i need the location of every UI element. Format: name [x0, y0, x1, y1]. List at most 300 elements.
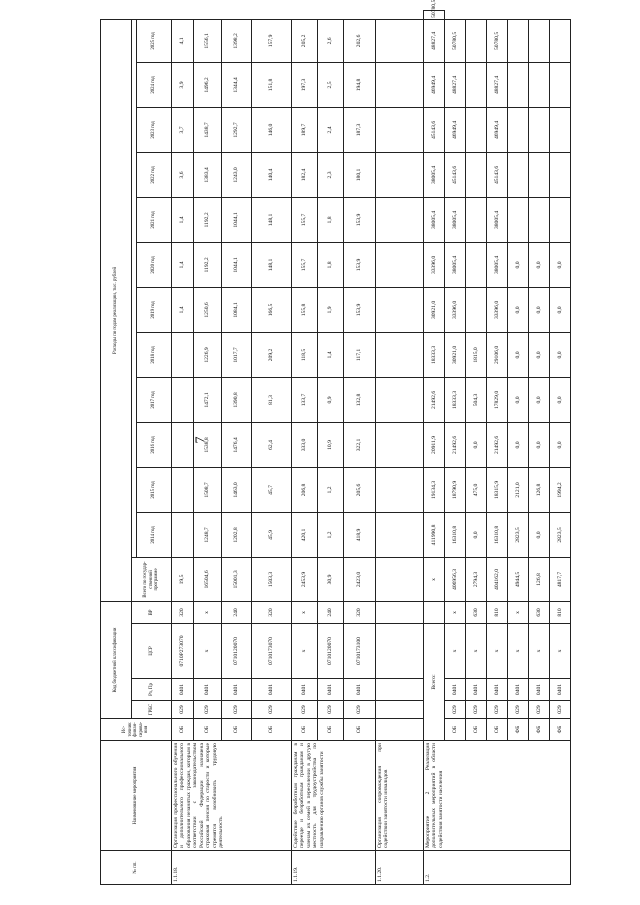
year-value-cell: 46949,4 — [445, 107, 466, 152]
year-value-cell: 132,8 — [344, 377, 376, 422]
year-value-cell: 45,7 — [252, 467, 292, 512]
header-rzpr: Рз, Пр — [132, 679, 172, 701]
year-value-cell: 187,3 — [344, 107, 376, 152]
year-value-cell: 0,0 — [508, 377, 529, 422]
year-value-cell: 189,7 — [292, 107, 318, 152]
year-value-cell: 46949,4 — [424, 62, 445, 107]
year-value-cell: 19134,3 — [424, 467, 445, 512]
year-value-cell: 45143,6 — [424, 107, 445, 152]
grbs-cell: 029 — [529, 701, 550, 719]
header-name: Наименование мероприятия — [101, 741, 172, 851]
year-value-cell: 1994,2 — [550, 467, 571, 512]
header-year: 2017 год — [137, 377, 172, 422]
source-cell: ФБ — [508, 719, 529, 741]
csr-cell: х — [466, 624, 487, 679]
rzpr-cell: 0401 — [466, 679, 487, 701]
year-value-cell: 1,4 — [172, 287, 194, 332]
header-year: 2023 год — [137, 107, 172, 152]
table-row — [376, 11, 424, 885]
year-value-cell: 45143,6 — [487, 152, 508, 197]
source-cell: ОБ — [344, 719, 376, 741]
year-value-cell: 0,0 — [529, 422, 550, 467]
year-value-cell: 1496,2 — [194, 62, 222, 107]
year-value-cell: 140,4 — [252, 152, 292, 197]
total-cell: 406956,3 — [445, 557, 466, 601]
vr-cell: 320 — [252, 601, 292, 623]
year-value-cell: 1398,2 — [222, 19, 252, 62]
year-value-cell — [529, 107, 550, 152]
year-value-cell: 48827,4 — [445, 62, 466, 107]
total-cell: 2423,0 — [344, 557, 376, 601]
year-value-cell: 38005,4 — [424, 152, 445, 197]
year-value-cell: 33396,0 — [487, 287, 508, 332]
rzpr-cell: 0401 — [344, 679, 376, 701]
year-value-cell: 50780,5 — [424, 11, 445, 20]
year-value-cell — [172, 422, 194, 467]
source-cell: ОБ — [466, 719, 487, 741]
vr-cell: 320 — [172, 601, 194, 623]
year-value-cell: 1463,0 — [222, 467, 252, 512]
year-value-cell: 157,9 — [252, 19, 292, 62]
year-value-cell: 1508,7 — [194, 467, 222, 512]
year-value-cell — [172, 467, 194, 512]
row-number: 1.1.18. — [172, 851, 292, 885]
year-value-cell: 1044,1 — [222, 242, 252, 287]
source-cell: ОБ — [445, 719, 466, 741]
vr-cell: х — [445, 601, 466, 623]
header-source: Ис-точник финан-сирова-ния — [101, 719, 172, 741]
year-value-cell: 1476,4 — [222, 422, 252, 467]
year-value-cell — [466, 107, 487, 152]
year-value-cell — [466, 152, 487, 197]
year-value-cell: 209,2 — [252, 332, 292, 377]
year-value-cell — [172, 332, 194, 377]
year-value-cell: 1192,2 — [194, 242, 222, 287]
csr-cell: х — [292, 624, 318, 679]
year-value-cell: 30921,0 — [445, 332, 466, 377]
year-value-cell: 0,0 — [529, 242, 550, 287]
vr-cell: х — [508, 601, 529, 623]
csr-cell: 0710120070 — [318, 624, 344, 679]
year-value-cell: 153,9 — [344, 242, 376, 287]
year-value-cell — [529, 197, 550, 242]
year-value-cell: 48827,4 — [424, 19, 445, 62]
year-value-cell — [466, 62, 487, 107]
year-value-cell: 146,0 — [252, 107, 292, 152]
year-value-cell: 20911,9 — [424, 422, 445, 467]
year-value-cell: 1390,8 — [222, 377, 252, 422]
total-cell: 30,9 — [318, 557, 344, 601]
year-value-cell: 21492,6 — [487, 422, 508, 467]
header-num: № пп. — [101, 851, 172, 885]
total-cell: 1503,3 — [252, 557, 292, 601]
grbs-cell: 029 — [318, 701, 344, 719]
year-value-cell — [466, 287, 487, 332]
year-value-cell — [550, 19, 571, 62]
rzpr-cell: 0401 — [445, 679, 466, 701]
year-value-cell: 38005,4 — [424, 197, 445, 242]
year-value-cell: 16310,8 — [487, 512, 508, 557]
year-value-cell: 155,7 — [292, 242, 318, 287]
year-value-cell: 1815,0 — [466, 332, 487, 377]
total-cell: 2453,9 — [292, 557, 318, 601]
year-value-cell: 1044,1 — [222, 197, 252, 242]
year-value-cell: 1,9 — [318, 287, 344, 332]
header-total: Всего по государ-ственной программе — [132, 557, 172, 601]
year-value-cell: 1226,9 — [194, 332, 222, 377]
total-cell: 126,8 — [529, 557, 550, 601]
vr-cell: 630 — [466, 601, 487, 623]
total-cell: 411990,8 — [424, 512, 445, 557]
row-name: Организация профессионального обучения и дополнительного профессионального образования незанятых граждан, которым в соответствии с законодательством Российской Федерации назначена страховая пенсия по старости и которые стремятся возобновить трудовую деятельность — [172, 741, 292, 851]
year-value-cell: 1,4 — [172, 197, 194, 242]
year-value-cell: 0,0 — [550, 422, 571, 467]
grbs-cell: 029 — [292, 701, 318, 719]
source-cell: ФБ — [550, 719, 571, 741]
year-value-cell: 0,0 — [529, 332, 550, 377]
year-value-cell — [508, 62, 529, 107]
year-value-cell: 1,4 — [172, 242, 194, 287]
header-year: 2018 год — [137, 332, 172, 377]
year-value-cell: 0,0 — [550, 242, 571, 287]
year-value-cell: 50780,5 — [487, 19, 508, 62]
year-value-cell: 205,2 — [292, 19, 318, 62]
year-value-cell: 0,0 — [508, 242, 529, 287]
total-cell: 16504,6 — [194, 557, 222, 601]
rzpr-cell: 0401 — [508, 679, 529, 701]
csr-cell: х — [445, 624, 466, 679]
year-value-cell: 48827,4 — [487, 62, 508, 107]
year-value-cell: 206,8 — [292, 467, 318, 512]
year-value-cell: 475,0 — [466, 467, 487, 512]
year-value-cell — [172, 512, 194, 557]
source-cell: ОБ — [318, 719, 344, 741]
year-value-cell: 30921,0 — [424, 287, 445, 332]
year-value-cell: 1202,8 — [222, 512, 252, 557]
year-value-cell — [508, 19, 529, 62]
empty-cell — [376, 287, 424, 332]
header-year: 2021 год — [137, 197, 172, 242]
year-value-cell: 2,3 — [318, 152, 344, 197]
year-value-cell: 1084,1 — [222, 287, 252, 332]
year-value-cell: 21492,6 — [445, 422, 466, 467]
year-value-cell: 50780,5 — [445, 19, 466, 62]
source-cell: ОБ — [252, 719, 292, 741]
vr-cell: х — [194, 601, 222, 623]
year-value-cell: 38005,4 — [445, 242, 466, 287]
csr-cell: 0710Р273070 — [172, 624, 194, 679]
total-cell: 404162,0 — [487, 557, 508, 601]
total-cell: 15001,3 — [222, 557, 252, 601]
year-value-cell: 81,3 — [252, 377, 292, 422]
year-value-cell: 1248,7 — [194, 512, 222, 557]
total-cell: 4817,7 — [550, 557, 571, 601]
csr-cell: 0710173070 — [252, 624, 292, 679]
rzpr-cell: 0401 — [194, 679, 222, 701]
year-value-cell: 1,2 — [318, 512, 344, 557]
header-year: 2020 год — [137, 242, 172, 287]
year-value-cell: 202,6 — [344, 19, 376, 62]
row-number: 1.2. — [424, 851, 571, 885]
year-value-cell: 1017,7 — [222, 332, 252, 377]
year-value-cell: 333,0 — [292, 422, 318, 467]
year-value-cell: 1556,1 — [194, 19, 222, 62]
vr-cell: 240 — [318, 601, 344, 623]
csr-cell: х — [194, 624, 222, 679]
grbs-cell: 029 — [508, 701, 529, 719]
year-value-cell — [550, 152, 571, 197]
empty-cell — [376, 152, 424, 197]
year-value-cell: 38005,4 — [487, 242, 508, 287]
year-value-cell: 2823,5 — [508, 512, 529, 557]
empty-cell — [376, 197, 424, 242]
rzpr-cell: 0401 — [318, 679, 344, 701]
header-year: 2025 год — [137, 19, 172, 62]
year-value-cell — [172, 377, 194, 422]
source-cell: ФБ — [529, 719, 550, 741]
vr-cell: 810 — [487, 601, 508, 623]
year-value-cell: 0,0 — [550, 332, 571, 377]
grbs-cell: 029 — [252, 701, 292, 719]
year-value-cell: 1292,7 — [222, 107, 252, 152]
empty-cell — [376, 679, 424, 701]
row-name: Организация сопровождения при содействии занятости инвалидов — [376, 741, 424, 851]
year-value-cell — [529, 152, 550, 197]
year-value-cell — [508, 197, 529, 242]
year-value-cell: 33396,0 — [445, 287, 466, 332]
grbs-cell: 029 — [194, 701, 222, 719]
year-value-cell: 155,7 — [292, 197, 318, 242]
year-value-cell — [529, 19, 550, 62]
year-value-cell: 2121,0 — [508, 467, 529, 512]
rzpr-cell: 0401 — [487, 679, 508, 701]
year-value-cell: 16310,8 — [445, 512, 466, 557]
year-value-cell: 166,5 — [252, 287, 292, 332]
source-cell: ОБ — [222, 719, 252, 741]
year-value-cell: 38005,4 — [487, 197, 508, 242]
vr-cell: х — [292, 601, 318, 623]
year-value-cell: 180,1 — [344, 152, 376, 197]
rzpr-cell: 0401 — [529, 679, 550, 701]
header-vr: ВР — [132, 601, 172, 623]
year-value-cell: 153,9 — [344, 197, 376, 242]
source-cell: ОБ — [487, 719, 508, 741]
csr-cell: х — [487, 624, 508, 679]
grbs-cell: 029 — [344, 701, 376, 719]
row-number: 1.1.19. — [292, 851, 376, 885]
year-value-cell: 126,8 — [529, 467, 550, 512]
year-value-cell — [550, 197, 571, 242]
source-cell: ОБ — [172, 719, 194, 741]
year-value-cell: 194,8 — [344, 62, 376, 107]
year-value-cell: 0,0 — [529, 512, 550, 557]
year-value-cell: 117,1 — [344, 332, 376, 377]
year-value-cell: 33396,0 — [424, 242, 445, 287]
csr-cell — [424, 601, 445, 623]
rotated-table-wrapper — [100, 0, 580, 885]
total-cell: 4944,5 — [508, 557, 529, 601]
year-value-cell — [508, 107, 529, 152]
year-value-cell: 0,9 — [318, 377, 344, 422]
year-value-cell: 4,1 — [172, 19, 194, 62]
header-year: 2015 год — [137, 467, 172, 512]
year-value-cell: 133,7 — [292, 377, 318, 422]
header-year: 2019 год — [137, 287, 172, 332]
year-value-cell: 322,1 — [344, 422, 376, 467]
total-label-cell: Всего: — [424, 624, 445, 741]
year-value-cell — [508, 152, 529, 197]
year-value-cell: 1,4 — [318, 332, 344, 377]
year-value-cell: 0,0 — [508, 422, 529, 467]
year-value-cell: 29106,0 — [487, 332, 508, 377]
row-number: 1.1.20. — [376, 851, 424, 885]
header-year: 2014 год — [137, 512, 172, 557]
vr-cell: х — [424, 557, 445, 601]
year-value-cell: 0,0 — [508, 287, 529, 332]
grbs-cell: 029 — [550, 701, 571, 719]
header-budget-codes: Код бюджетной классификации — [101, 601, 132, 718]
header-csr: ЦСР — [132, 624, 172, 679]
year-value-cell: 62,4 — [252, 422, 292, 467]
year-value-cell: 2,4 — [318, 107, 344, 152]
year-value-cell: 3,7 — [172, 107, 194, 152]
year-value-cell: 1472,1 — [194, 377, 222, 422]
empty-cell — [376, 62, 424, 107]
empty-cell — [376, 624, 424, 679]
grbs-cell: 029 — [172, 701, 194, 719]
year-value-cell: 10,9 — [318, 422, 344, 467]
year-value-cell: 2,6 — [318, 19, 344, 62]
year-value-cell: 0,0 — [529, 287, 550, 332]
year-value-cell: 151,8 — [252, 62, 292, 107]
year-value-cell: 1,2 — [318, 467, 344, 512]
year-value-cell: 1,8 — [318, 242, 344, 287]
year-value-cell: 1383,4 — [194, 152, 222, 197]
header-grbs: ГРБС — [132, 701, 172, 719]
year-value-cell — [550, 62, 571, 107]
rzpr-cell: 0401 — [222, 679, 252, 701]
year-value-cell: 0,0 — [550, 377, 571, 422]
empty-cell — [376, 467, 424, 512]
source-cell: ОБ — [292, 719, 318, 741]
source-cell: ОБ — [194, 719, 222, 741]
grbs-cell: 029 — [445, 701, 466, 719]
year-value-cell — [466, 242, 487, 287]
year-value-cell: 18315,9 — [487, 467, 508, 512]
table-row — [172, 11, 194, 885]
csr-cell: х — [550, 624, 571, 679]
year-value-cell: 1438,7 — [194, 107, 222, 152]
year-value-cell: 0,0 — [466, 512, 487, 557]
year-value-cell: 504,3 — [466, 377, 487, 422]
empty-cell — [376, 557, 424, 601]
year-value-cell: 18333,3 — [424, 332, 445, 377]
budget-table — [100, 0, 571, 885]
empty-cell — [376, 512, 424, 557]
year-value-cell: 182,4 — [292, 152, 318, 197]
rzpr-cell: 0401 — [292, 679, 318, 701]
header-year: 2022 год — [137, 152, 172, 197]
year-value-cell: 1192,2 — [194, 197, 222, 242]
vr-cell: 810 — [550, 601, 571, 623]
year-value-cell: 118,5 — [292, 332, 318, 377]
empty-cell — [376, 107, 424, 152]
empty-cell — [376, 701, 424, 719]
total-cell: 2794,3 — [466, 557, 487, 601]
year-value-cell — [529, 62, 550, 107]
year-value-cell: 0,0 — [550, 287, 571, 332]
table-row — [292, 11, 318, 885]
year-value-cell: 45,9 — [252, 512, 292, 557]
year-value-cell: 2,5 — [318, 62, 344, 107]
year-value-cell: 1243,0 — [222, 152, 252, 197]
empty-cell — [376, 422, 424, 467]
year-value-cell: 2823,5 — [550, 512, 571, 557]
rzpr-cell: 0401 — [550, 679, 571, 701]
vr-cell: 320 — [344, 601, 376, 623]
header-year: 2016 год — [137, 422, 172, 467]
header-year: 2024 год — [137, 62, 172, 107]
empty-cell — [376, 332, 424, 377]
year-value-cell: 205,6 — [344, 467, 376, 512]
rzpr-cell: 0401 — [172, 679, 194, 701]
year-value-cell: 1,8 — [318, 197, 344, 242]
year-value-cell: 18333,3 — [445, 377, 466, 422]
csr-cell: х — [529, 624, 550, 679]
year-value-cell — [466, 19, 487, 62]
csr-cell: 0710120070 — [222, 624, 252, 679]
csr-cell: 0710173100 — [344, 624, 376, 679]
year-value-cell: 155,8 — [292, 287, 318, 332]
year-value-cell — [466, 197, 487, 242]
year-value-cell: 3,9 — [172, 62, 194, 107]
year-value-cell — [550, 107, 571, 152]
row-name: Содействие безработным гражданам в переезде и безработным гражданам и членам их семей в переселении в другую местность для трудоустройства по направлению органов службы занятости — [292, 741, 376, 851]
row-name: Мероприятие 2 Реализация дополнительных мероприятий в области содействия занятости населения — [424, 741, 571, 851]
table-row — [424, 11, 445, 885]
rzpr-cell: 0401 — [252, 679, 292, 701]
year-value-cell: 418,9 — [344, 512, 376, 557]
year-value-cell: 46949,4 — [487, 107, 508, 152]
year-value-cell: 1538,8 — [194, 422, 222, 467]
empty-cell — [376, 377, 424, 422]
year-value-cell: 18790,9 — [445, 467, 466, 512]
empty-cell — [376, 242, 424, 287]
empty-cell — [376, 601, 424, 623]
year-value-cell: 153,9 — [344, 287, 376, 332]
csr-cell: х — [508, 624, 529, 679]
vr-cell: 240 — [222, 601, 252, 623]
year-value-cell: 420,1 — [292, 512, 318, 557]
header-costs: Расходы по годам реализации, тыс. рублей — [101, 19, 132, 601]
total-cell: 19,5 — [172, 557, 194, 601]
grbs-cell: 029 — [466, 701, 487, 719]
year-value-cell: 148,1 — [252, 197, 292, 242]
vr-cell: 630 — [529, 601, 550, 623]
year-value-cell: 45143,6 — [445, 152, 466, 197]
year-value-cell: 3,6 — [172, 152, 194, 197]
year-value-cell: 0,0 — [508, 332, 529, 377]
year-value-cell: 21492,6 — [424, 377, 445, 422]
empty-cell — [376, 19, 424, 62]
year-value-cell: 148,1 — [252, 242, 292, 287]
year-value-cell: 1344,4 — [222, 62, 252, 107]
year-value-cell: 17829,0 — [487, 377, 508, 422]
year-value-cell: 197,3 — [292, 62, 318, 107]
grbs-cell: 029 — [487, 701, 508, 719]
page-number: 7 — [193, 436, 209, 444]
year-value-cell: 38005,4 — [445, 197, 466, 242]
